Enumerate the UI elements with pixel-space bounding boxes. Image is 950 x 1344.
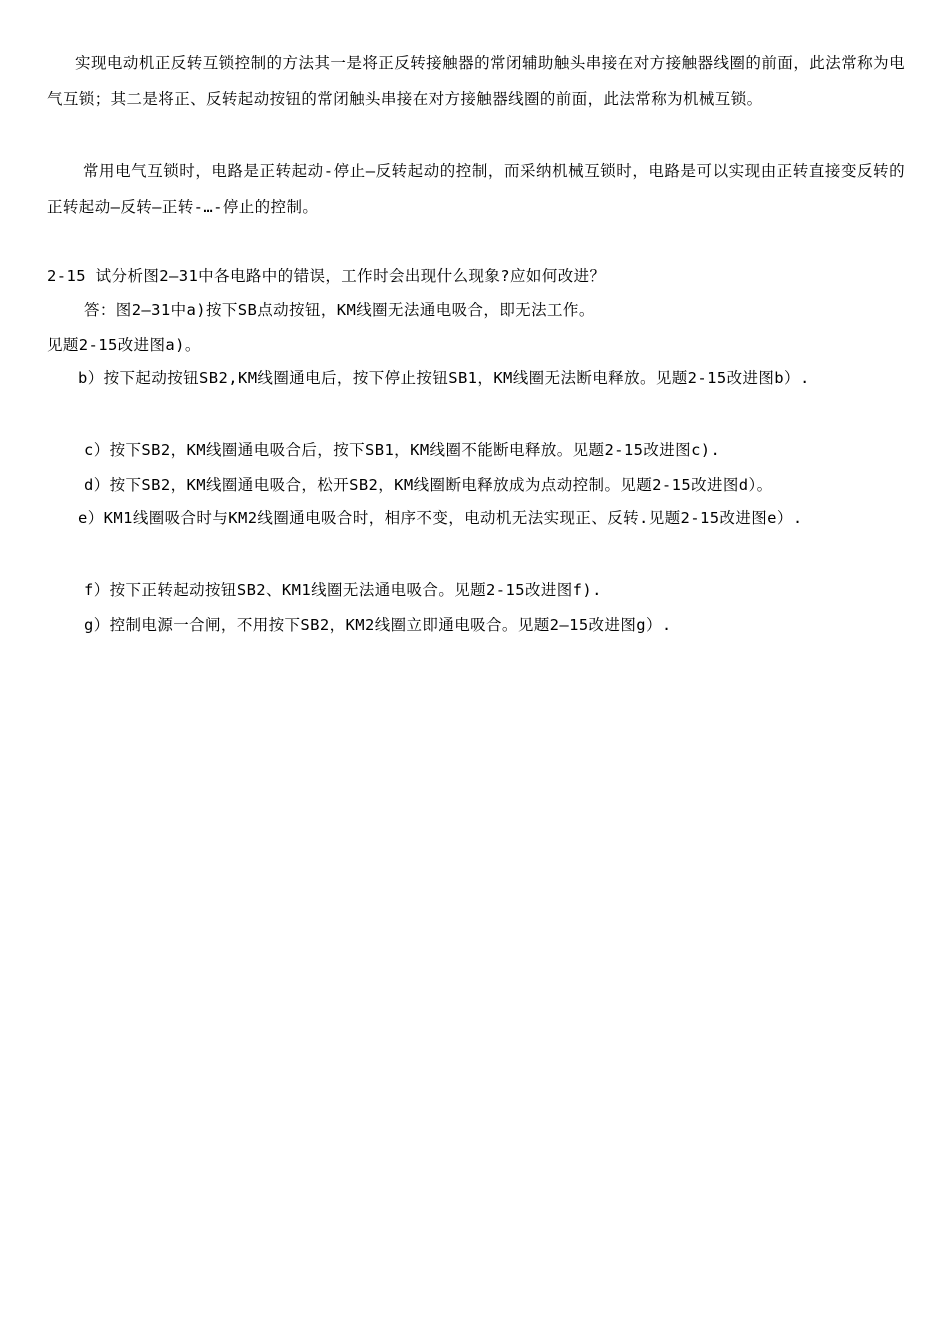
answer-b: b）按下起动按钮SB2,KM线圈通电后，按下停止按钮SB1，KM线圈无法断电释放。见题2-15改进图b）.	[78, 369, 810, 387]
answer-f: f）按下正转起动按钮SB2、KM1线圈无法通电吸合。见题2-15改进图f).	[84, 581, 602, 599]
answer-a-line1: 答：图2—31中a)按下SB点动按钮，KM线圈无法通电吸合，即无法工作。	[84, 301, 595, 319]
answer-d: d）按下SB2，KM线圈通电吸合，松开SB2，KM线圈断电释放成为点动控制。见题2-15改进图d）。	[84, 476, 773, 494]
answer-c: c）按下SB2，KM线圈通电吸合后，按下SB1，KM线圈不能断电释放。见题2-15改进图c).	[84, 441, 721, 459]
question-2-15-title: 2-15 试分析图2—31中各电路中的错误，工作时会出现什么现象?应如何改进？	[47, 267, 606, 285]
answer-a-line2: 见题2-15改进图a)。	[47, 336, 201, 354]
answer-e: e）KM1线圈吸合时与KM2线圈通电吸合时，相序不变，电动机无法实现正、反转.见题2-15改进图e）.	[78, 509, 803, 527]
paragraph-interlock-comparison: 常用电气互锁时，电路是正转起动-停止—反转起动的控制，而采纳机械互锁时，电路是可以实现由正转直接变反转的正转起动—反转—正转-…-停止的控制。	[47, 162, 905, 216]
paragraph-interlock-methods: 实现电动机正反转互锁控制的方法其一是将正反转接触器的常闭辅助触头串接在对方接触器线圈的前面，此法常称为电气互锁；其二是将正、反转起动按钮的常闭触头串接在对方接触器线圈的前面，此法常称为机械互锁。	[47, 54, 905, 108]
answer-g: g）控制电源一合闸，不用按下SB2，KM2线圈立即通电吸合。见题2—15改进图g）.	[84, 616, 672, 634]
